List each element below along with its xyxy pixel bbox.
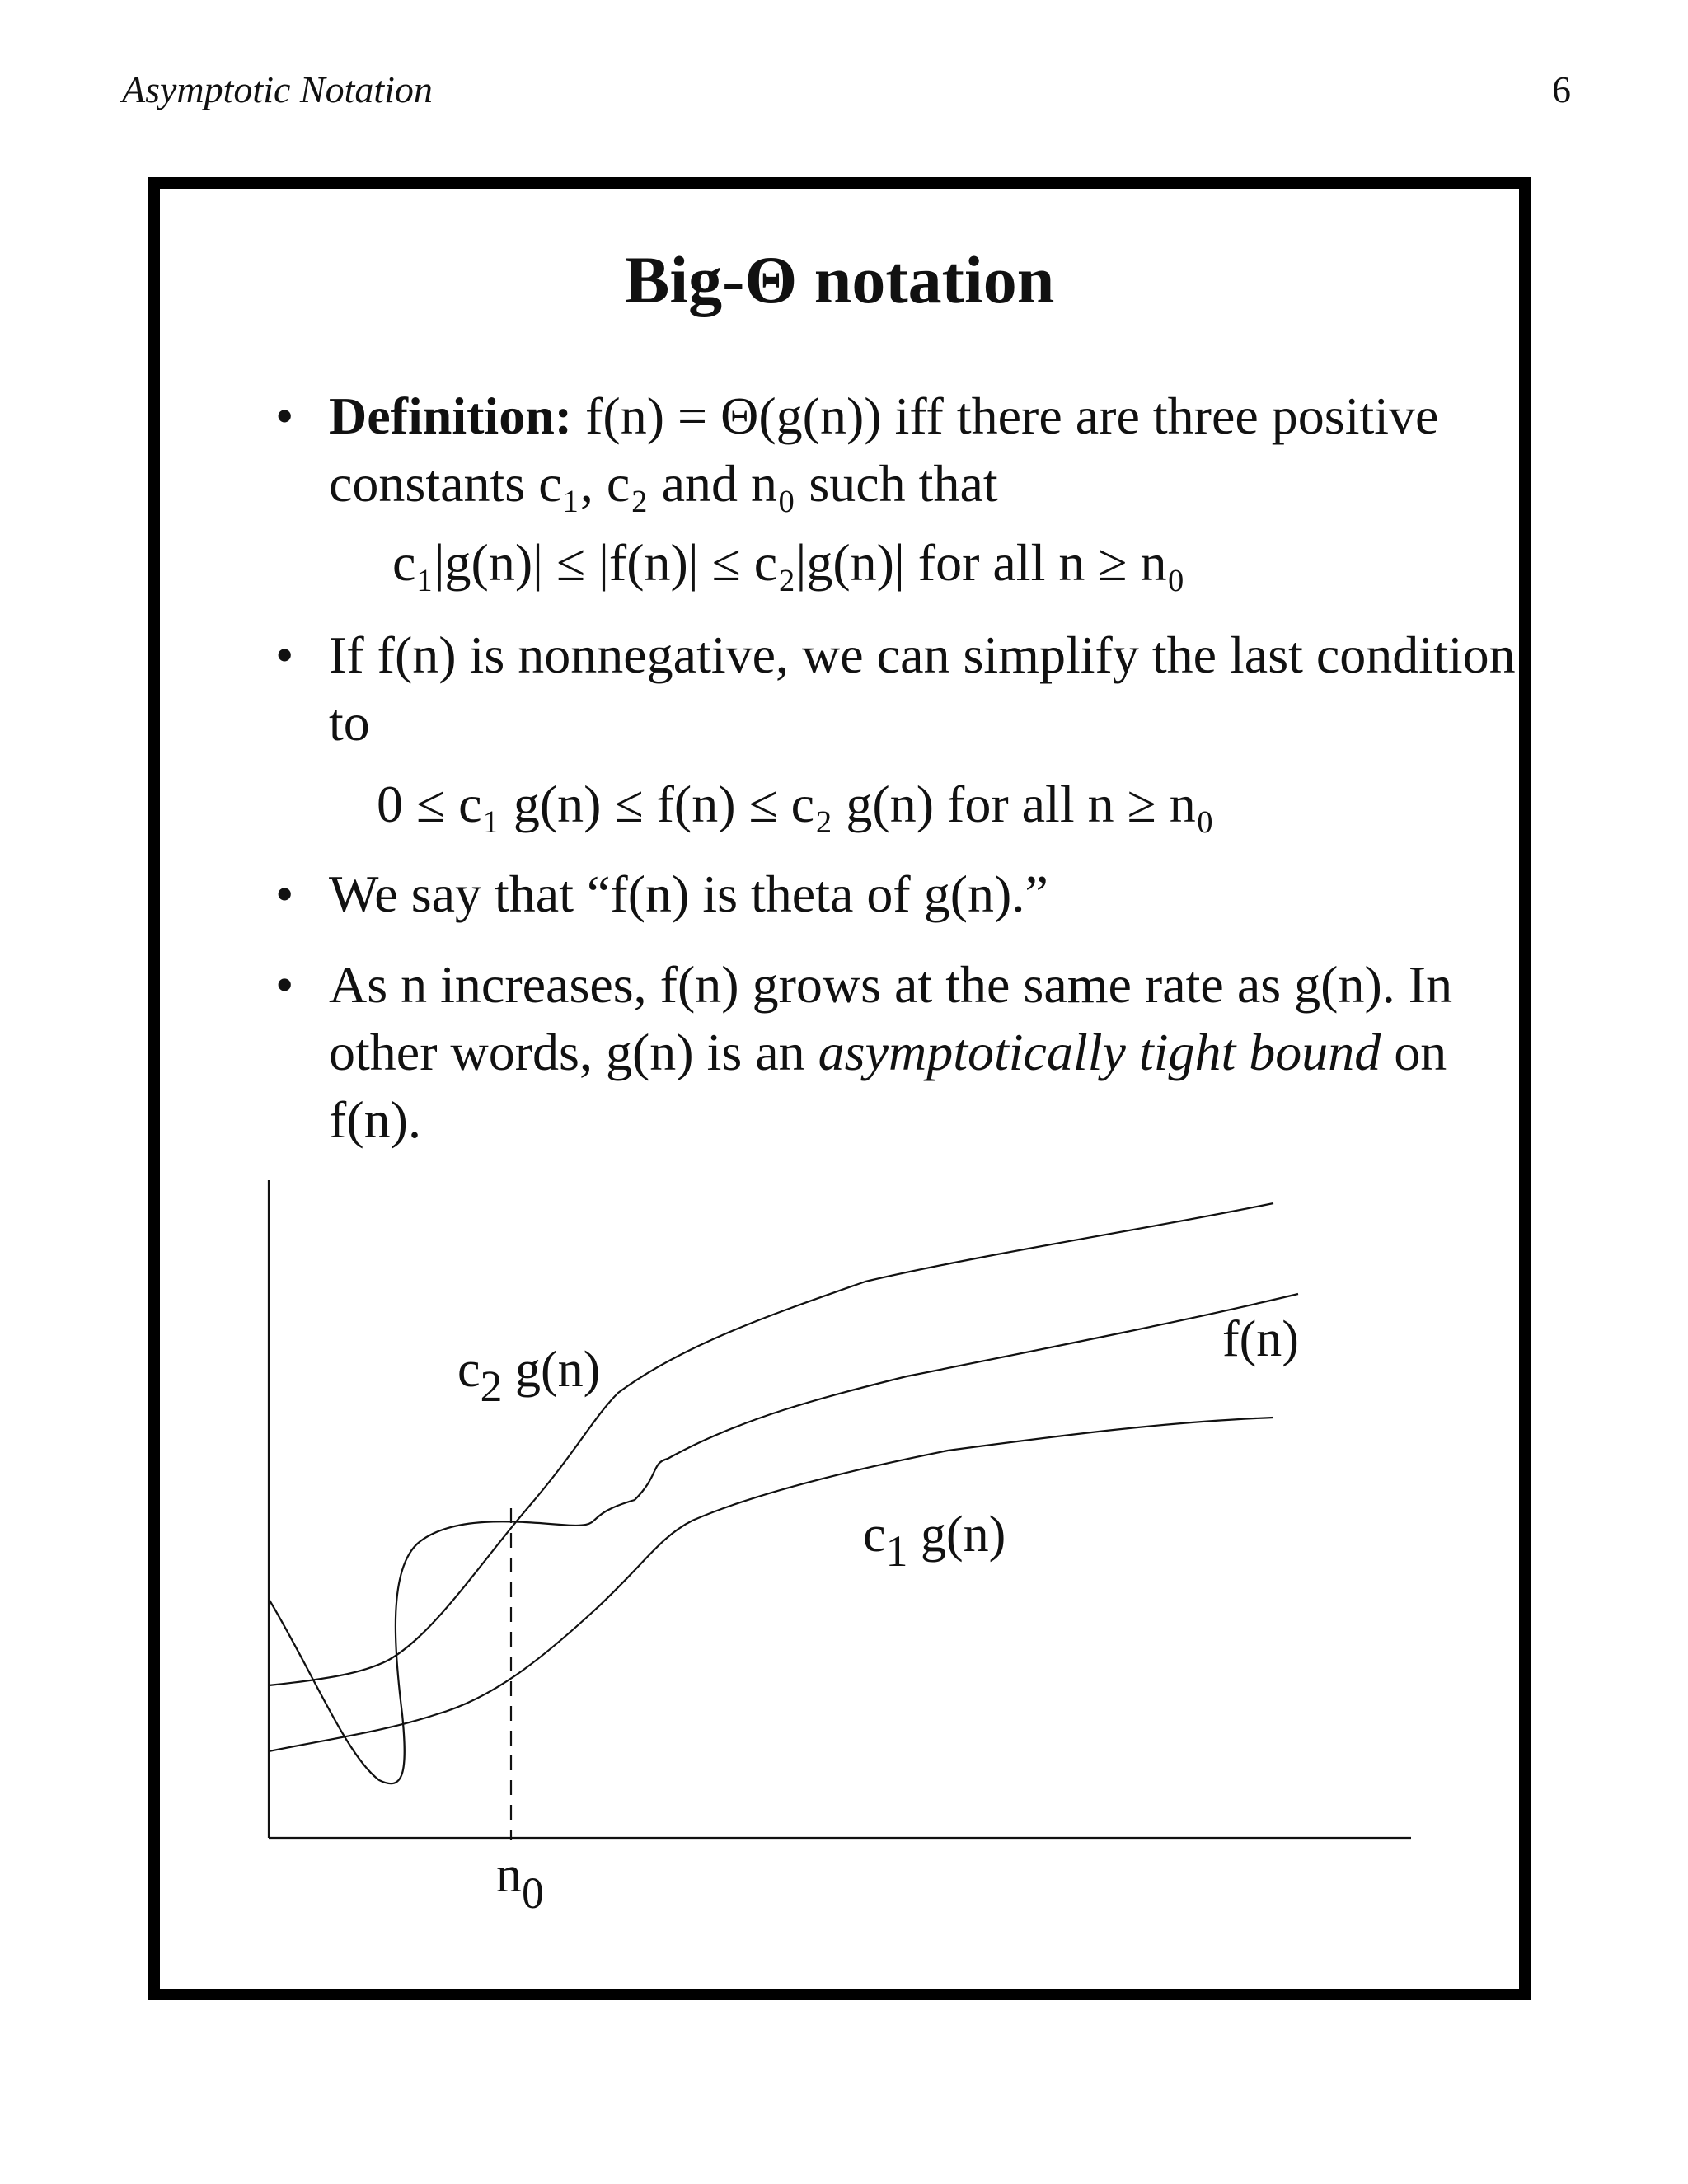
curve-lower-bound (269, 1418, 1273, 1751)
label-upper-bound: c2 g(n) (457, 1342, 601, 1411)
curve-f-n (269, 1294, 1298, 1783)
bullet-text: We say that “f(n) is theta of g(n).” (329, 865, 1048, 923)
curve-upper-bound (269, 1203, 1273, 1685)
definition-text: f(n) = Θ(g(n)) iff there are three positive constants c₁, c₂ and n₀ such that (329, 387, 1439, 513)
growth-text-after: on f(n). (329, 1023, 1447, 1149)
growth-emphasis: asymptotically tight bound (818, 1023, 1381, 1081)
bullet-dot: • (275, 626, 294, 684)
bullet-text: If f(n) is nonnegative, we can simplify the last condition to (329, 626, 1516, 752)
growth-text-before: As n increases, f(n) grows at the same rate as g(n). In other words, g(n) is an (329, 955, 1453, 1081)
label-f-n: f(n) (1222, 1311, 1299, 1367)
label-n0: n0 (496, 1847, 544, 1918)
page-number: 6 (1552, 68, 1571, 110)
bullet-dot: • (275, 387, 294, 445)
formula-definition: c₁|g(n)| ≤ |f(n)| ≤ c₂|g(n)| for all n ≥ n₀ (392, 533, 1185, 592)
running-header-title: Asymptotic Notation (122, 68, 433, 110)
bullet-dot: • (275, 865, 294, 923)
definition-lead: Definition: (329, 387, 573, 445)
slide-title: Big-Θ notation (624, 242, 1055, 317)
formula-nonnegative: 0 ≤ c₁ g(n) ≤ f(n) ≤ c₂ g(n) for all n ≥ n₀ (377, 775, 1215, 833)
label-lower-bound: c1 g(n) (863, 1507, 1006, 1576)
bullet-dot: • (275, 955, 294, 1014)
